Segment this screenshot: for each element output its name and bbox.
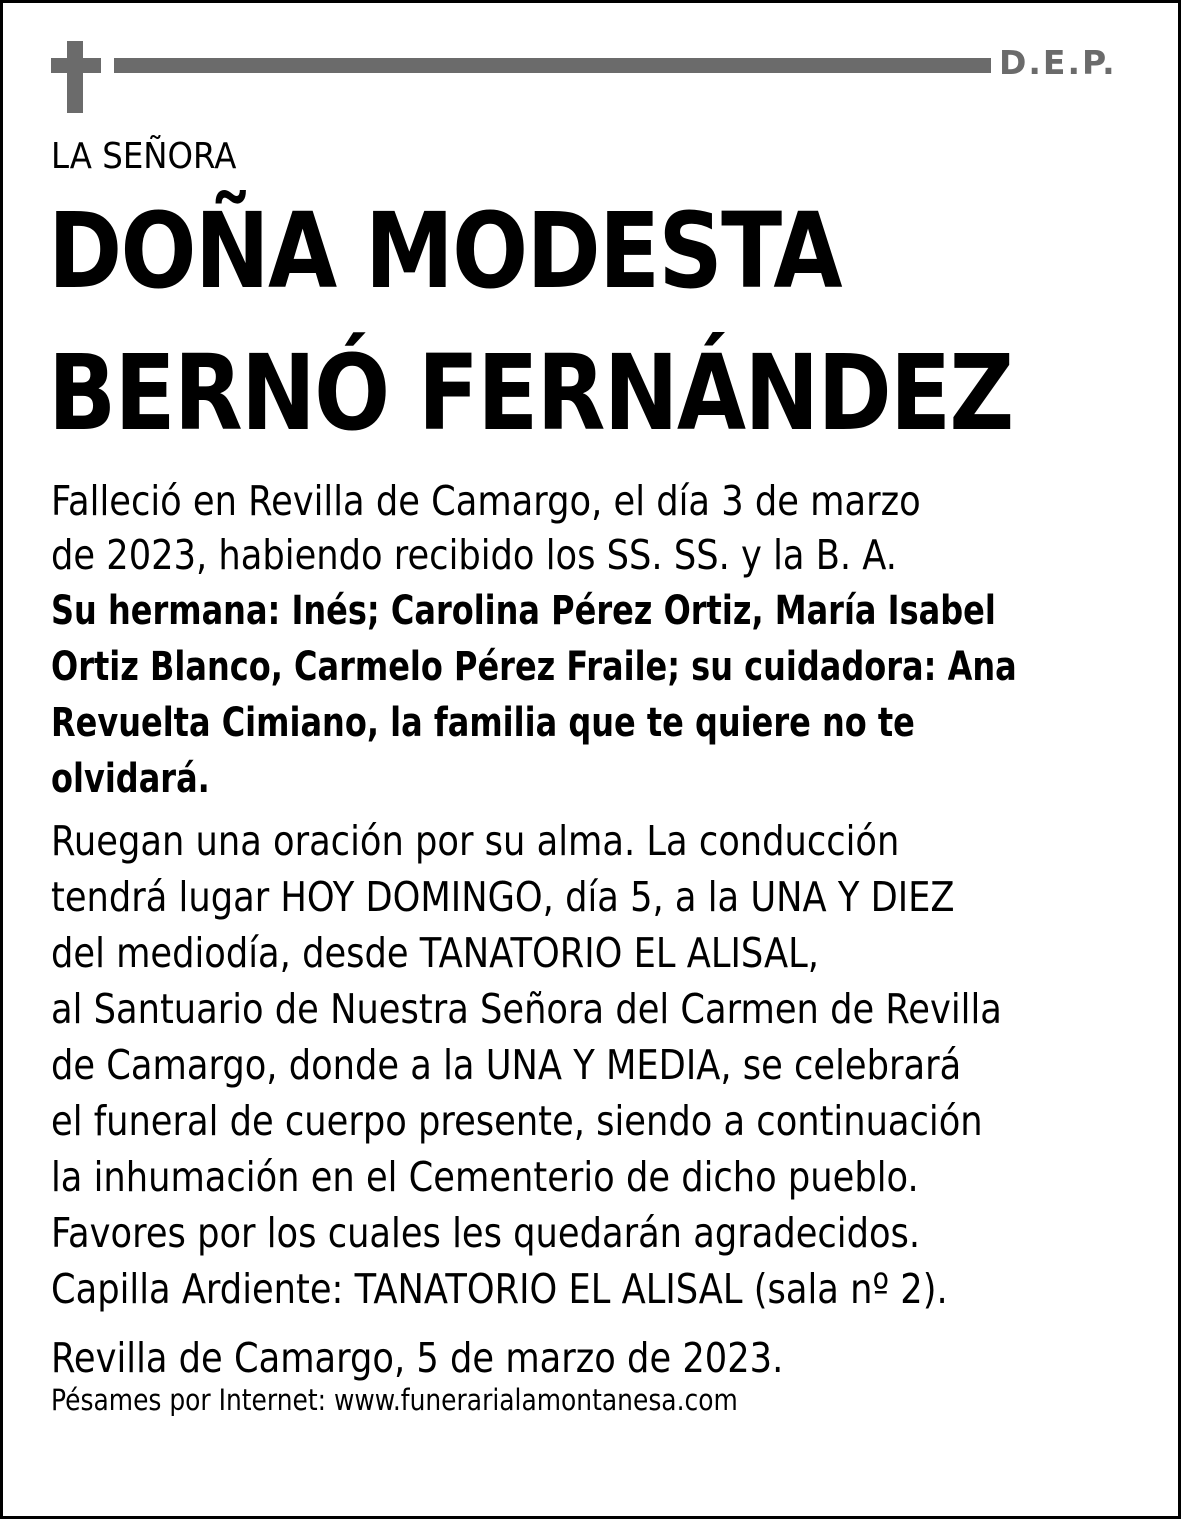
ceremony-line: del mediodía, desde TANATORIO EL ALISAL, (51, 929, 819, 977)
place-date: Revilla de Camargo, 5 de marzo de 2023. (51, 1334, 784, 1382)
death-notice-line: de 2023, habiendo recibido los SS. SS. y la B. A. (51, 531, 898, 579)
cross-icon (67, 41, 83, 113)
ceremony-line: tendrá lugar HOY DOMINGO, día 5, a la UNA Y DIEZ (51, 873, 955, 921)
ceremony-line: al Santuario de Nuestra Señora del Carmen de Revilla (51, 985, 1002, 1033)
ceremony-line: Favores por los cuales les quedarán agradecidos. (51, 1209, 921, 1257)
deceased-name-line-2: BERNÓ FERNÁNDEZ (48, 332, 1013, 454)
death-notice-line: Falleció en Revilla de Camargo, el día 3 de marzo (51, 477, 921, 525)
header-rule (114, 58, 991, 73)
family-line: Revuelta Cimiano, la familia que te quiere no te (51, 700, 915, 746)
family-line: olvidará. (51, 756, 210, 802)
intro-label: LA SEÑORA (51, 136, 237, 177)
family-line: Su hermana: Inés; Carolina Pérez Ortiz, María Isabel (51, 588, 996, 634)
ceremony-line: la inhumación en el Cementerio de dicho pueblo. (51, 1153, 919, 1201)
cross-icon-bar (51, 58, 101, 73)
dep-label: D.E.P. (999, 43, 1117, 82)
condolences-website: Pésames por Internet: www.funerarialamontanesa.com (51, 1383, 738, 1417)
ceremony-line: Ruegan una oración por su alma. La conducción (51, 817, 900, 865)
ceremony-line: el funeral de cuerpo presente, siendo a continuación (51, 1097, 983, 1145)
family-line: Ortiz Blanco, Carmelo Pérez Fraile; su cuidadora: Ana (51, 644, 1017, 690)
deceased-name-line-1: DOÑA MODESTA (48, 190, 841, 312)
ceremony-line: de Camargo, donde a la UNA Y MEDIA, se celebrará (51, 1041, 962, 1089)
ceremony-line: Capilla Ardiente: TANATORIO EL ALISAL (sala nº 2). (51, 1265, 948, 1313)
